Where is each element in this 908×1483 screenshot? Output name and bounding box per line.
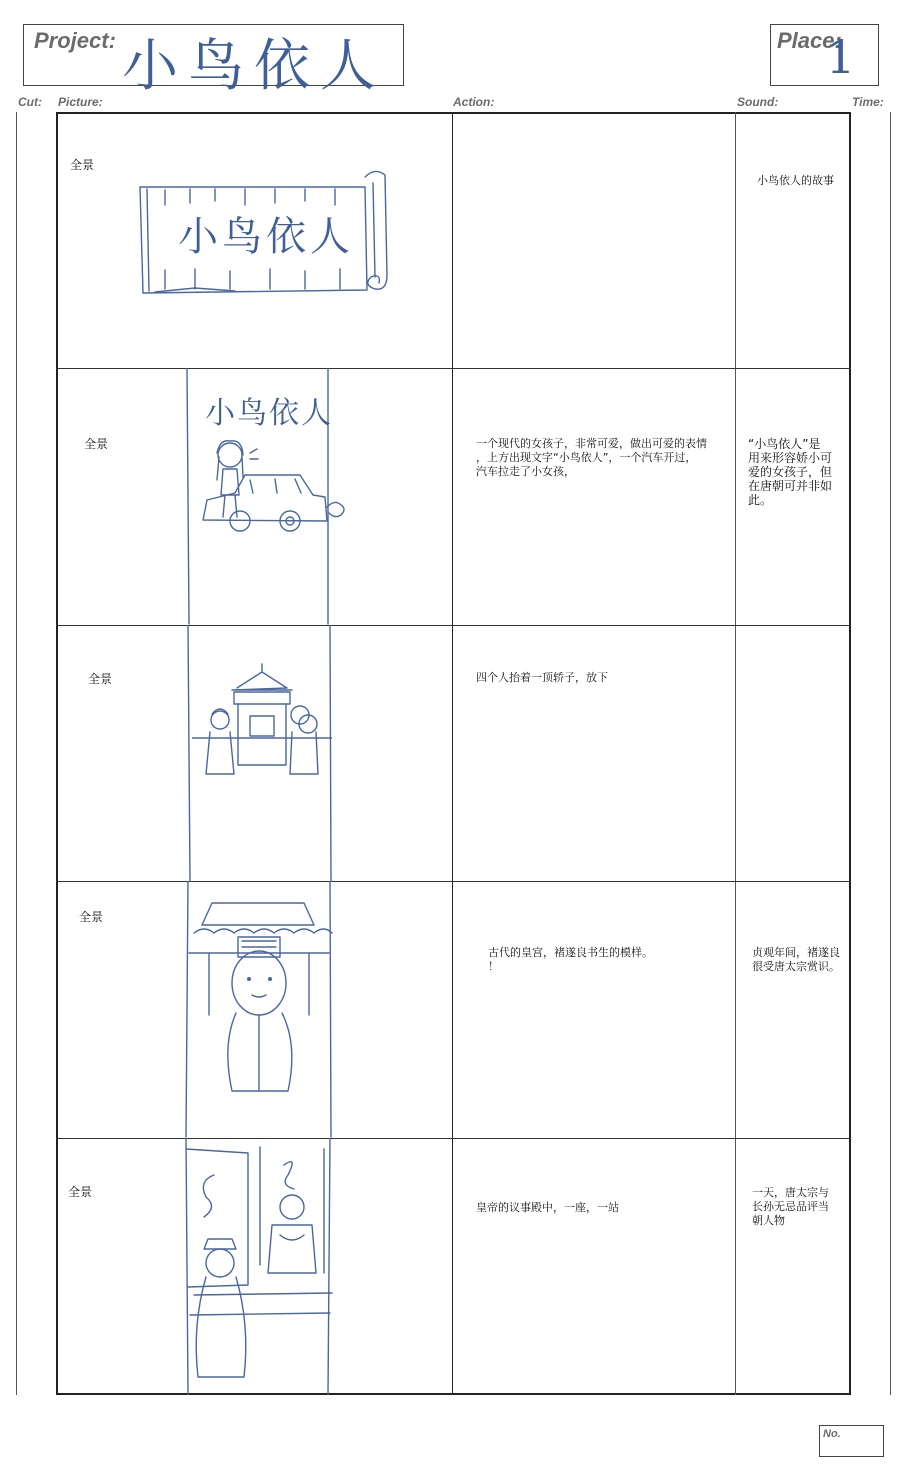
cut-column-line: [16, 112, 17, 1395]
palace-scholar-sketch: [184, 895, 334, 1095]
shot-type: 全景: [88, 672, 113, 686]
col-sound: Sound:: [737, 95, 779, 109]
sound-text: 贞观年间，褚遂良 很受唐太宗赏识。: [752, 946, 840, 973]
row-divider: [56, 1138, 851, 1139]
girl-and-car-sketch: [195, 435, 355, 535]
page-number-label: No.: [823, 1428, 841, 1440]
place-label: Place:: [777, 28, 842, 53]
action-divider: [452, 112, 453, 1395]
place-value: 1: [826, 30, 856, 84]
col-picture: Picture:: [58, 95, 103, 109]
col-cut: Cut:: [18, 95, 42, 109]
row-divider: [56, 881, 851, 882]
shot-type: 全景: [70, 158, 95, 172]
shot-type: 全景: [84, 437, 109, 451]
sound-text: 一天，唐太宗与 长孙无忌品评当 朝人物: [752, 1186, 829, 1227]
project-title: 小鸟依人: [122, 34, 386, 99]
shot-type: 全景: [79, 910, 104, 924]
shot-type: 全景: [68, 1185, 93, 1199]
action-text: 一个现代的女孩子，非常可爱，做出可爱的表情 ，上方出现文字“小鸟依人”，一个汽车开过， 汽车拉走了小女孩，: [476, 437, 707, 478]
action-text: 皇帝的议事殿中，一座，一站: [476, 1201, 619, 1214]
action-text: 四个人抬着一顶轿子，放下: [476, 671, 608, 684]
sound-divider: [735, 112, 736, 1395]
sedan-chair-sketch: [192, 660, 332, 780]
col-time: Time:: [852, 95, 884, 109]
project-label: Project:: [34, 28, 116, 53]
sound-text: “小鸟依人”是 用来形容娇小可 爱的女孩子，但 在唐朝可并非如 此。: [748, 437, 833, 507]
scroll-title: 小鸟依人: [178, 214, 354, 260]
row-divider: [56, 625, 851, 626]
storyboard-table: [56, 112, 851, 1395]
row-divider: [56, 368, 851, 369]
time-column-line: [890, 112, 891, 1395]
sound-text: 小鸟依人的故事: [757, 174, 834, 187]
throne-hall-sketch: [184, 1145, 334, 1385]
action-text: 古代的皇宫，褚遂良书生的模样。 ！: [488, 946, 653, 973]
overlay-text: 小鸟依人: [205, 396, 333, 431]
col-action: Action:: [453, 95, 495, 109]
